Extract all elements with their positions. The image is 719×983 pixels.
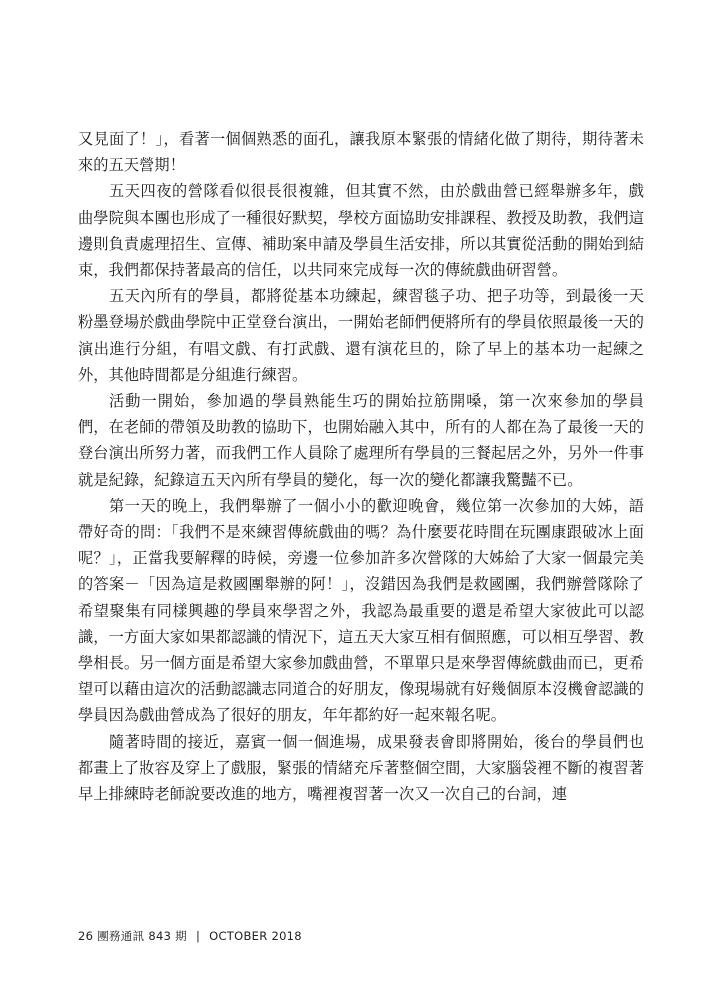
paragraph: 隨著時間的接近，嘉賓一個一個進場，成果發表會即將開始，後台的學員們也都畫上了妝容及穿上了戲服，緊張的情緒充斥著整個空間，大家腦袋裡不斷的複習著早上排練時老師說要改進的地方，嘴裡複習著一次又一次自己的台詞，連 [78, 732, 644, 804]
article-body [78, 126, 644, 807]
issue-date: OCTOBER 2018 [209, 929, 302, 943]
footer-separator: | [195, 929, 201, 943]
page-number: 26 [78, 929, 94, 943]
paragraph: 第一天的晚上，我們舉辦了一個小小的歡迎晚會，幾位第一次參加的大姊，語帶好奇的問：「我們不是來練習傳統戲曲的嗎？為什麼要花時間在玩團康跟破冰上面呢？」，正當我要解釋的時候，旁邊一位參加許多次營隊的大姊給了大家一個最完美的答案－「因為這是救國團舉辦的阿！」，沒錯因為我們是救國團，我們辦營隊除了希望聚集有同樣興趣的學員來學習之外，我認為最重要的還是希望大家彼此可以認識，一方面大家如果都認識的情況下，這五天大家互相有個照應，可以相互學習、教學相長。另一個方面是希望大家參加戲曲營，不單單只是來學習傳統戲曲而已，更希望可以藉由這次的活動認識志同道合的好朋友，像現場就有好幾個原本沒機會認識的學員因為戲曲營成為了很好的朋友，年年都約好一起來報名呢。 [78, 496, 644, 725]
paragraph-continuation: 又見面了！」，看著一個個熟悉的面孔，讓我原本緊張的情緒化做了期待，期待著未來的五天營期！ [78, 130, 644, 175]
paragraph: 五天四夜的營隊看似很長很複雜，但其實不然，由於戲曲營已經舉辦多年，戲曲學院與本團也形成了一種很好默契，學校方面協助安排課程、教授及助教，我們這邊則負責處理招生、宣傳、補助案申請及學員生活安排，所以其實從活動的開始到結束，我們都保持著最高的信任，以共同來完成每一次的傳統戲曲研習營。 [78, 182, 644, 280]
publication-title: 團務通訊 843 期 [97, 929, 187, 943]
page-footer [78, 928, 302, 944]
paragraph: 五天內所有的學員，都將從基本功練起，練習毯子功、把子功等，到最後一天粉墨登場於戲曲學院中正堂登台演出，一開始老師們便將所有的學員依照最後一天的演出進行分組，有唱文戲、有打武戲、還有演花旦的，除了早上的基本功一起練之外，其他時間都是分組進行練習。 [78, 287, 644, 384]
paragraph: 活動一開始，參加過的學員熟能生巧的開始拉筋開嗓，第一次來參加的學員們，在老師的帶領及助教的協助下，也開始融入其中，所有的人都在為了最後一天的登台演出所努力著，而我們工作人員除了處理所有學員的三餐起居之外，另外一件事就是紀錄，紀錄這五天內所有學員的變化，每一次的變化都讓我驚豔不已。 [78, 392, 644, 489]
